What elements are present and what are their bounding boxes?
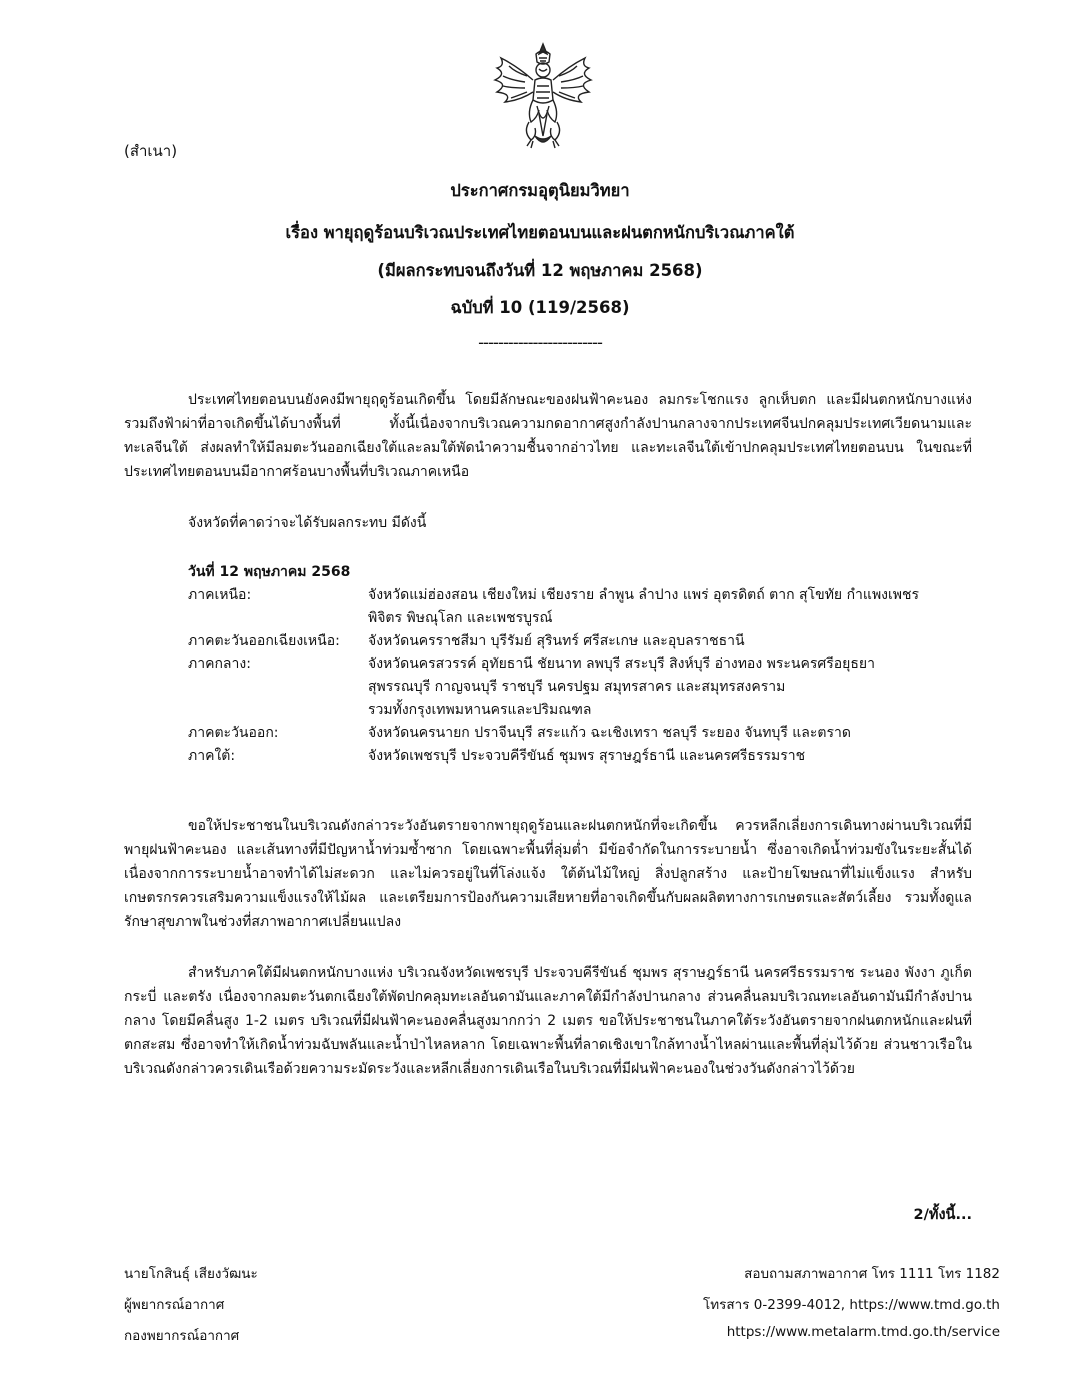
region-row: [188, 722, 978, 745]
province-line: รวมทั้งกรุงเทพมหานครและปริมณฑล: [368, 702, 592, 718]
region-row: [188, 745, 978, 768]
south-paragraph: สำหรับภาคใต้มีฝนตกหนักบางแห่ง บริเวณจังหวัดเพชรบุรี ประจวบคีรีขันธ์ ชุมพร สุราษฎร์ธานี นครศรีธรรมราช ระนอง พังงา ภูเก็ต กระบี่ และตรัง เนื่องจากลมตะวันตกเฉียงใต้พัดปกคลุมทะเลอันดามันและภาคใต้มีกำลังปานกลาง ส่วนคลื่นลมบริเวณทะเลอันดามันมีกำลังปานกลาง โดยมีคลื่นสูง 1-2 เมตร บริเวณที่มีฝนฟ้าคะนองคลื่นสูงมากกว่า 2 เมตร ขอให้ประชาชนในภาคใต้ระวังอันตรายจากฝนตกหนักและฝนที่ตกสะสม ซึ่งอาจทำให้เกิดน้ำท่วมฉับพลันและน้ำป่าไหลหลาก โดยเฉพาะพื้นที่ลาดเชิงเขาใกล้ทางน้ำไหลผ่านและพื้นที่ลุ่มไว้ด้วย ส่วนชาวเรือในบริเวณดังกล่าวควรเดินเรือด้วยความระมัดระวังและหลีกเลี่ยงการเดินเรือในบริเวณที่มีฝนฟ้าคะนองในช่วงวันดังกล่าวไว้ด้วย: [124, 965, 972, 1077]
affected-date: วันที่ 12 พฤษภาคม 2568: [188, 564, 351, 580]
signer-position: ผู้พยากรณ์อากาศ: [124, 1297, 225, 1313]
affected-areas-section: [188, 560, 978, 768]
signer-division: กองพยากรณ์อากาศ: [124, 1328, 240, 1344]
province-line: จังหวัดนครสวรรค์ อุทัยธานี ชัยนาท ลพบุรี สระบุรี สิงห์บุรี อ่างทอง พระนครศรีอยุธยา: [368, 656, 875, 672]
region-label: ภาคตะวันออก:: [188, 725, 279, 741]
separator-line: -------------------------: [478, 333, 602, 352]
situation-paragraph: ประเทศไทยตอนบนยังคงมีพายุฤดูร้อนเกิดขึ้น โดยมีลักษณะของฝนฟ้าคะนอง ลมกระโชกแรง ลูกเห็บตก และมีฝนตกหนักบางแห่ง รวมถึงฟ้าผ่าที่อาจเกิดขึ้นได้บางพื้นที่ ทั้งนี้เนื่องจากบริเวณความกดอากาศสูงกำลังปานกลางจากประเทศจีนปกคลุมประเทศเวียดนามและทะเลจีนใต้ ส่งผลทำให้มีลมตะวันออกเฉียงใต้และลมใต้พัดนำความชื้นจากอ่าวไทย และทะเลจีนใต้เข้าปกคลุมประเทศไทยตอนบน ในขณะที่ประเทศไทยตอนบนมีอากาศร้อนบางพื้นที่บริเวณภาคเหนือ: [124, 392, 972, 480]
contact-fax: โทรสาร 0-2399-4012, https://www.tmd.go.th: [703, 1297, 1000, 1313]
announcement-title: ประกาศกรมอุตุนิยมวิทยา: [450, 181, 630, 200]
region-provinces: [368, 584, 978, 630]
province-line: จังหวัดนครราชสีมา บุรีรัมย์ สุรินทร์ ศรีสะเกษ และอุบลราชธานี: [368, 633, 745, 649]
affected-intro: จังหวัดที่คาดว่าจะได้รับผลกระทบ มีดังนี้: [188, 515, 427, 531]
issue-number: ฉบับที่ 10 (119/2568): [450, 298, 630, 317]
region-label: ภาคเหนือ:: [188, 587, 252, 603]
region-label: ภาคใต้:: [188, 748, 236, 764]
region-list: [188, 584, 978, 768]
garuda-emblem-icon: [487, 40, 599, 152]
announcement-subject: เรื่อง พายุฤดูร้อนบริเวณประเทศไทยตอนบนและฝนตกหนักบริเวณภาคใต้: [285, 223, 795, 242]
region-label: ภาคกลาง:: [188, 656, 251, 672]
region-provinces: [368, 630, 978, 653]
region-row: [188, 653, 978, 722]
province-line: จังหวัดนครนายก ปราจีนบุรี สระแก้ว ฉะเชิงเทรา ชลบุรี ระยอง จันทบุรี และตราด: [368, 725, 851, 741]
region-provinces: [368, 653, 978, 722]
contact-phone: สอบถามสภาพอากาศ โทร 1111 โทร 1182: [744, 1266, 1000, 1282]
province-line: สุพรรณบุรี กาญจนบุรี ราชบุรี นครปฐม สมุทรสาคร และสมุทรสงคราม: [368, 679, 786, 695]
province-line: จังหวัดแม่ฮ่องสอน เชียงใหม่ เชียงราย ลำพูน ลำปาง แพร่ อุตรดิตถ์ ตาก สุโขทัย กำแพงเพชร: [368, 587, 920, 603]
province-line: จังหวัดเพชรบุรี ประจวบคีรีขันธ์ ชุมพร สุราษฎร์ธานี และนครศรีธรรมราช: [368, 748, 806, 764]
region-provinces: [368, 722, 978, 745]
signer-name: นายโกสินธุ์ เสียงวัฒนะ: [124, 1266, 258, 1282]
region-provinces: [368, 745, 978, 768]
province-line: พิจิตร พิษณุโลก และเพชรบูรณ์: [368, 610, 553, 626]
continued-marker: 2/ทั้งนี้...: [913, 1207, 972, 1223]
region-row: [188, 584, 978, 630]
contact-url[interactable]: https://www.metalarm.tmd.go.th/service: [726, 1324, 1000, 1340]
copy-label: (สำเนา): [124, 142, 178, 160]
advice-paragraph: ขอให้ประชาชนในบริเวณดังกล่าวระวังอันตรายจากพายุฤดูร้อนและฝนตกหนักที่จะเกิดขึ้น ควรหลีกเลี่ยงการเดินทางผ่านบริเวณที่มีพายุฝนฟ้าคะนอง และเส้นทางที่มีปัญหาน้ำท่วมซ้ำซาก โดยเฉพาะพื้นที่ลุ่มต่ำ มีข้อจำกัดในการระบายน้ำ ซึ่งอาจเกิดน้ำท่วมขังในระยะสั้นได้ เนื่องจากการระบายน้ำอาจทำได้ไม่สะดวก และไม่ควรอยู่ในที่โล่งแจ้ง ใต้ต้นไม้ใหญ่ สิ่งปลูกสร้าง และป้ายโฆษณาที่ไม่แข็งแรง สำหรับเกษตรกรควรเสริมความแข็งแรงให้ไม้ผล และเตรียมการป้องกันความเสียหายที่อาจเกิดขึ้นกับผลผลิตทางการเกษตรและสัตว์เลี้ยง รวมทั้งดูแลรักษาสุขภาพในช่วงที่สภาพอากาศเปลี่ยนแปลง: [124, 818, 972, 930]
region-row: [188, 630, 978, 653]
region-label: ภาคตะวันออกเฉียงเหนือ:: [188, 633, 340, 649]
effective-date: (มีผลกระทบจนถึงวันที่ 12 พฤษภาคม 2568): [377, 261, 703, 280]
